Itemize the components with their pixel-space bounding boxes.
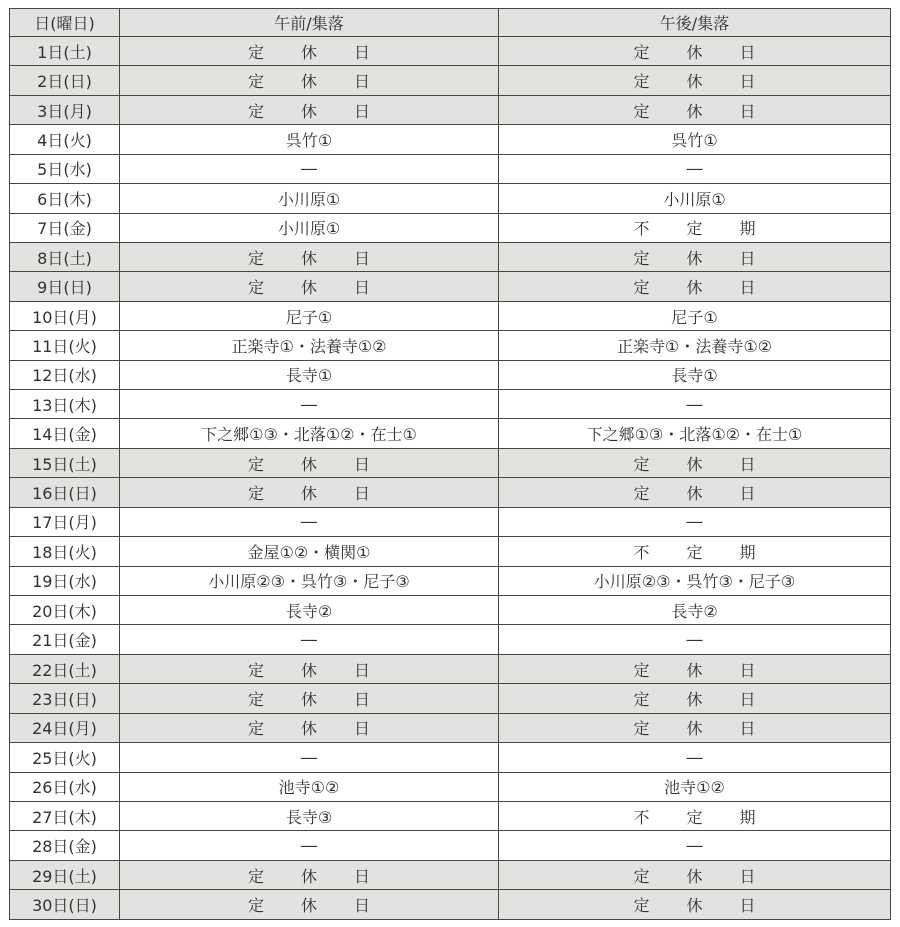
table-row bbox=[10, 596, 891, 625]
day-cell: 25日(火) bbox=[10, 743, 120, 772]
table-row bbox=[10, 37, 891, 66]
afternoon-cell: 定休日 bbox=[499, 66, 891, 95]
morning-cell: 定休日 bbox=[120, 37, 499, 66]
table-body bbox=[10, 37, 891, 920]
afternoon-cell: 定休日 bbox=[499, 654, 891, 683]
day-cell: 1日(土) bbox=[10, 37, 120, 66]
day-cell: 4日(火) bbox=[10, 125, 120, 154]
morning-cell: 正楽寺①・法養寺①② bbox=[120, 331, 499, 360]
day-cell: 16日(日) bbox=[10, 478, 120, 507]
day-cell: 21日(金) bbox=[10, 625, 120, 654]
morning-cell: 小川原① bbox=[120, 184, 499, 213]
morning-cell: 池寺①② bbox=[120, 772, 499, 801]
table-row bbox=[10, 772, 891, 801]
day-cell: 24日(月) bbox=[10, 713, 120, 742]
table-row bbox=[10, 507, 891, 536]
table-row bbox=[10, 478, 891, 507]
morning-cell: 定休日 bbox=[120, 95, 499, 124]
afternoon-cell: 長寺① bbox=[499, 360, 891, 389]
day-cell: 14日(金) bbox=[10, 419, 120, 448]
afternoon-cell: 定休日 bbox=[499, 448, 891, 477]
day-cell: 30日(日) bbox=[10, 890, 120, 920]
table-row bbox=[10, 890, 891, 920]
day-cell: 12日(水) bbox=[10, 360, 120, 389]
morning-cell: ― bbox=[120, 154, 499, 183]
afternoon-cell: ― bbox=[499, 154, 891, 183]
morning-cell: 定休日 bbox=[120, 654, 499, 683]
morning-cell: 定休日 bbox=[120, 242, 499, 271]
afternoon-cell: 呉竹① bbox=[499, 125, 891, 154]
morning-cell: ― bbox=[120, 390, 499, 419]
header-row bbox=[10, 9, 891, 37]
table-row bbox=[10, 448, 891, 477]
table-row bbox=[10, 272, 891, 301]
afternoon-cell: 定休日 bbox=[499, 713, 891, 742]
day-cell: 26日(水) bbox=[10, 772, 120, 801]
day-cell: 23日(日) bbox=[10, 684, 120, 713]
morning-cell: 定休日 bbox=[120, 448, 499, 477]
table-row bbox=[10, 390, 891, 419]
day-cell: 13日(木) bbox=[10, 390, 120, 419]
table-row bbox=[10, 95, 891, 124]
afternoon-cell: 定休日 bbox=[499, 272, 891, 301]
afternoon-cell: 小川原②③・呉竹③・尼子③ bbox=[499, 566, 891, 595]
afternoon-cell: 不定期 bbox=[499, 537, 891, 566]
table-row bbox=[10, 860, 891, 889]
day-cell: 2日(日) bbox=[10, 66, 120, 95]
day-cell: 17日(月) bbox=[10, 507, 120, 536]
afternoon-cell: ― bbox=[499, 507, 891, 536]
morning-cell: 呉竹① bbox=[120, 125, 499, 154]
afternoon-cell: 定休日 bbox=[499, 242, 891, 271]
morning-cell: 尼子① bbox=[120, 301, 499, 330]
morning-cell: ― bbox=[120, 743, 499, 772]
table-header bbox=[10, 9, 891, 37]
table-row bbox=[10, 213, 891, 242]
day-cell: 11日(火) bbox=[10, 331, 120, 360]
afternoon-cell: 不定期 bbox=[499, 801, 891, 830]
day-cell: 27日(木) bbox=[10, 801, 120, 830]
morning-cell: 定休日 bbox=[120, 713, 499, 742]
table-row bbox=[10, 743, 891, 772]
morning-cell: 定休日 bbox=[120, 860, 499, 889]
morning-cell: 定休日 bbox=[120, 272, 499, 301]
table-row bbox=[10, 360, 891, 389]
morning-cell: 長寺③ bbox=[120, 801, 499, 830]
morning-cell: 定休日 bbox=[120, 478, 499, 507]
col-header-afternoon: 午後/集落 bbox=[499, 9, 891, 37]
day-cell: 7日(金) bbox=[10, 213, 120, 242]
table-row bbox=[10, 184, 891, 213]
table-row bbox=[10, 831, 891, 860]
morning-cell: 定休日 bbox=[120, 890, 499, 920]
day-cell: 10日(月) bbox=[10, 301, 120, 330]
morning-cell: 小川原① bbox=[120, 213, 499, 242]
day-cell: 19日(水) bbox=[10, 566, 120, 595]
table-row bbox=[10, 537, 891, 566]
morning-cell: 長寺② bbox=[120, 596, 499, 625]
table-row bbox=[10, 242, 891, 271]
day-cell: 5日(水) bbox=[10, 154, 120, 183]
morning-cell: 定休日 bbox=[120, 684, 499, 713]
morning-cell: ― bbox=[120, 831, 499, 860]
afternoon-cell: 定休日 bbox=[499, 860, 891, 889]
afternoon-cell: 池寺①② bbox=[499, 772, 891, 801]
afternoon-cell: 下之郷①③・北落①②・在士① bbox=[499, 419, 891, 448]
col-header-day: 日(曜日) bbox=[10, 9, 120, 37]
morning-cell: 金屋①②・横関① bbox=[120, 537, 499, 566]
table-row bbox=[10, 566, 891, 595]
morning-cell: 定休日 bbox=[120, 66, 499, 95]
morning-cell: 長寺① bbox=[120, 360, 499, 389]
morning-cell: 下之郷①③・北落①②・在士① bbox=[120, 419, 499, 448]
day-cell: 22日(土) bbox=[10, 654, 120, 683]
table-row bbox=[10, 654, 891, 683]
day-cell: 8日(土) bbox=[10, 242, 120, 271]
afternoon-cell: 尼子① bbox=[499, 301, 891, 330]
afternoon-cell: 定休日 bbox=[499, 37, 891, 66]
table-row bbox=[10, 66, 891, 95]
table-row bbox=[10, 801, 891, 830]
day-cell: 3日(月) bbox=[10, 95, 120, 124]
afternoon-cell: ― bbox=[499, 831, 891, 860]
afternoon-cell: 正楽寺①・法養寺①② bbox=[499, 331, 891, 360]
afternoon-cell: ― bbox=[499, 625, 891, 654]
day-cell: 6日(木) bbox=[10, 184, 120, 213]
table-row bbox=[10, 625, 891, 654]
afternoon-cell: ― bbox=[499, 743, 891, 772]
afternoon-cell: 小川原① bbox=[499, 184, 891, 213]
table-row bbox=[10, 419, 891, 448]
afternoon-cell: 定休日 bbox=[499, 95, 891, 124]
table-row bbox=[10, 713, 891, 742]
day-cell: 15日(土) bbox=[10, 448, 120, 477]
table-row bbox=[10, 684, 891, 713]
day-cell: 28日(金) bbox=[10, 831, 120, 860]
day-cell: 20日(木) bbox=[10, 596, 120, 625]
monthly-schedule-table bbox=[9, 8, 891, 920]
table-row bbox=[10, 301, 891, 330]
afternoon-cell: 定休日 bbox=[499, 478, 891, 507]
col-header-morning: 午前/集落 bbox=[120, 9, 499, 37]
table-row bbox=[10, 331, 891, 360]
afternoon-cell: 不定期 bbox=[499, 213, 891, 242]
afternoon-cell: 長寺② bbox=[499, 596, 891, 625]
morning-cell: ― bbox=[120, 507, 499, 536]
morning-cell: 小川原②③・呉竹③・尼子③ bbox=[120, 566, 499, 595]
table-row bbox=[10, 125, 891, 154]
morning-cell: ― bbox=[120, 625, 499, 654]
afternoon-cell: ― bbox=[499, 390, 891, 419]
day-cell: 18日(火) bbox=[10, 537, 120, 566]
day-cell: 29日(土) bbox=[10, 860, 120, 889]
table-row bbox=[10, 154, 891, 183]
afternoon-cell: 定休日 bbox=[499, 890, 891, 920]
afternoon-cell: 定休日 bbox=[499, 684, 891, 713]
day-cell: 9日(日) bbox=[10, 272, 120, 301]
